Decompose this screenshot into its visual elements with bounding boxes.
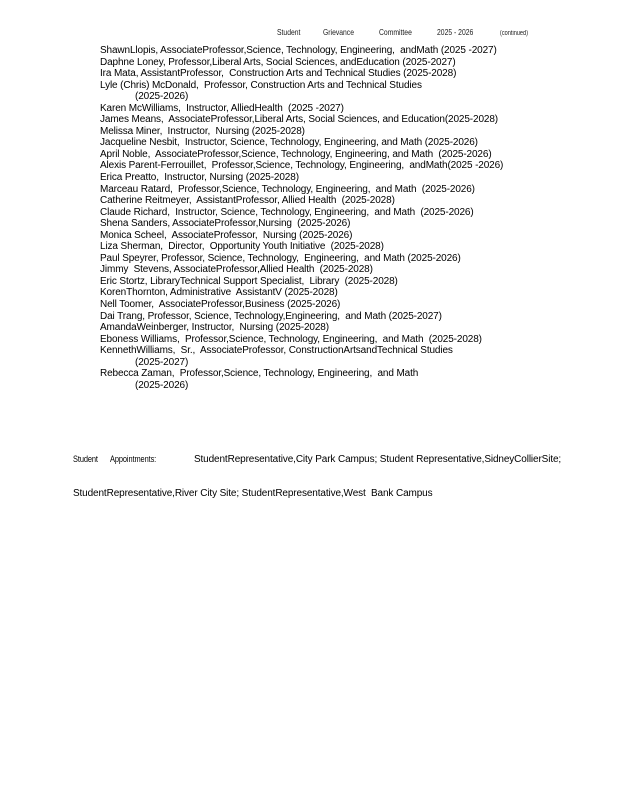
member-row xyxy=(100,160,574,172)
header-title-word: Committee xyxy=(379,27,413,37)
member-line: Eboness Williams, Professor,Science, Technology, Engineering, and Math (2025-2028) xyxy=(100,333,482,345)
member-line: April Noble, AssociateProfessor,Science, Technology, Engineering, and Math (2025-2026) xyxy=(100,148,492,160)
member-line: Nell Toomer, AssociateProfessor,Business (2025-2026) xyxy=(100,299,341,311)
member-row xyxy=(100,207,574,219)
member-line: Daphne Loney, Professor,Liberal Arts, Social Sciences, andEducation (2025-2027) xyxy=(100,56,456,68)
member-row xyxy=(100,287,574,299)
member-line: Jacqueline Nesbit, Instructor, Science, Technology, Engineering, and Math (2025-2026) xyxy=(100,137,478,149)
member-row xyxy=(100,230,574,242)
member-row xyxy=(100,57,574,69)
member-row xyxy=(100,322,574,334)
member-term-line: (2025-2026) xyxy=(135,91,189,103)
member-line: Rebecca Zaman, Professor,Science, Technology, Engineering, and Math xyxy=(100,368,419,380)
member-row xyxy=(100,149,574,161)
header-continued-label: (continued) xyxy=(499,30,528,37)
member-term-line: (2025-2026) xyxy=(135,379,189,391)
member-line: Karen McWilliams, Instructor, AlliedHealth (2025 -2027) xyxy=(100,102,344,114)
member-row xyxy=(100,345,574,368)
member-line: Alexis Parent-Ferrouillet, Professor,Science, Technology, Engineering, andMath(2025 -2026) xyxy=(100,160,504,172)
member-line: AmandaWeinberger, Instructor, Nursing (2025-2028) xyxy=(100,322,329,334)
member-line: Marceau Ratard, Professor,Science, Technology, Engineering, and Math (2025-2026) xyxy=(100,183,475,195)
header-title-word: Student xyxy=(277,27,301,37)
member-row xyxy=(100,172,574,184)
member-row xyxy=(100,137,574,149)
member-row xyxy=(100,114,574,126)
member-row xyxy=(100,311,574,323)
member-row xyxy=(100,45,574,57)
header-title-word: 2025 - 2026 xyxy=(437,27,474,37)
member-line: Lyle (Chris) McDonald, Professor, Construction Arts and Technical Studies xyxy=(100,79,422,91)
member-row xyxy=(100,253,574,265)
member-row xyxy=(100,334,574,346)
member-row xyxy=(100,299,574,311)
member-list xyxy=(100,45,574,391)
member-line: Erica Preatto, Instructor, Nursing (2025-2028) xyxy=(100,172,299,184)
member-line: Ira Mata, AssistantProfessor, Construction Arts and Technical Studies (2025-2028) xyxy=(100,68,457,80)
member-line: Melissa Miner, Instructor, Nursing (2025-2028) xyxy=(100,125,305,137)
member-line: Eric Stortz, LibraryTechnical Support Specialist, Library (2025-2028) xyxy=(100,275,398,287)
member-line: James Means, AssociateProfessor,Liberal Arts, Social Sciences, and Education(2025-2028) xyxy=(100,114,498,126)
member-line: Jimmy Stevens, AssociateProfessor,Allied Health (2025-2028) xyxy=(100,264,373,276)
member-row xyxy=(100,276,574,288)
member-line: KennethWilliams, Sr., AssociateProfessor, ConstructionArtsandTechnical Studies xyxy=(100,345,453,357)
student-appointments-label-word2: Appointments: xyxy=(109,453,157,465)
member-term-line: (2025-2027) xyxy=(135,356,189,368)
member-row xyxy=(100,184,574,196)
student-appointments-line2 xyxy=(57,477,581,512)
member-row xyxy=(100,241,574,253)
member-row xyxy=(100,80,574,103)
member-line: KorenThornton, Administrative AssistantV (2025-2028) xyxy=(100,287,338,299)
student-appointments-section xyxy=(57,442,581,512)
member-line: Paul Speyrer, Professor, Science, Technology, Engineering, and Math (2025-2026) xyxy=(100,252,461,264)
member-line: Claude Richard, Instructor, Science, Technology, Engineering, and Math (2025-2026) xyxy=(100,206,474,218)
member-row xyxy=(100,218,574,230)
page-header-title xyxy=(277,27,535,37)
member-line: Catherine Reitmeyer, AssistantProfessor, Allied Health (2025-2028) xyxy=(100,195,395,207)
member-row xyxy=(100,68,574,80)
member-row xyxy=(100,126,574,138)
student-appointments-text1: StudentRepresentative,City Park Campus; Student Representative,SidneyCollierSite; xyxy=(193,453,562,465)
student-appointments-line1 xyxy=(57,442,581,477)
student-appointments-label-word1: Student xyxy=(72,453,98,465)
member-row xyxy=(100,103,574,115)
member-line: Liza Sherman, Director, Opportunity Youth Initiative (2025-2028) xyxy=(100,241,384,253)
member-line: Monica Scheel, AssociateProfessor, Nursing (2025-2026) xyxy=(100,229,353,241)
member-line: Shena Sanders, AssociateProfessor,Nursing (2025-2026) xyxy=(100,218,351,230)
member-row xyxy=(100,195,574,207)
header-title-word: Grievance xyxy=(323,27,355,37)
member-line: Dai Trang, Professor, Science, Technology,Engineering, and Math (2025-2027) xyxy=(100,310,442,322)
member-row xyxy=(100,368,574,391)
member-row xyxy=(100,264,574,276)
student-appointments-text2: StudentRepresentative,River City Site; StudentRepresentative,West Bank Campus xyxy=(72,488,433,500)
member-line: ShawnLlopis, AssociateProfessor,Science, Technology, Engineering, andMath (2025 -2027) xyxy=(100,45,497,56)
